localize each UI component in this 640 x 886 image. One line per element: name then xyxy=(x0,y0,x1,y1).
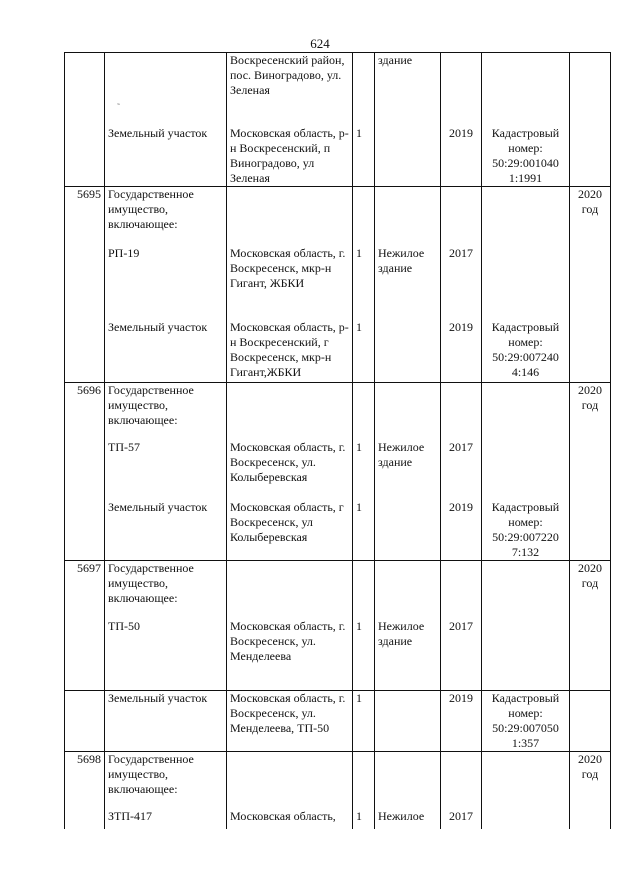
object-year: 2017 xyxy=(441,246,482,320)
object-name: Земельный участок xyxy=(105,126,227,187)
object-address: Московская область, р-н Воскресенский, г Воскресенск, мкр-н Гигант,ЖБКИ xyxy=(227,320,353,382)
object-type: здание xyxy=(375,53,441,126)
row-number: 5697 xyxy=(65,561,105,619)
object-name: Государственное имущество, включающее: xyxy=(105,186,227,246)
property-registry-table xyxy=(64,52,611,829)
object-note: Кадастровый номер: 50:29:007240 4:146 xyxy=(482,320,570,382)
object-type: Нежилое xyxy=(375,809,441,829)
object-note xyxy=(482,440,570,500)
object-quantity: 1 xyxy=(353,320,375,382)
object-year: 2017 xyxy=(441,440,482,500)
table-row xyxy=(65,440,611,500)
object-year: 2017 xyxy=(441,619,482,691)
object-quantity: 1 xyxy=(353,126,375,187)
row-number: 5695 xyxy=(65,186,105,246)
table-row xyxy=(65,809,611,829)
object-quantity xyxy=(353,53,375,126)
object-year: 2019 xyxy=(441,126,482,187)
table-row xyxy=(65,561,611,619)
object-address: Московская область, г. Воскресенск, ул. Колыберевская xyxy=(227,440,353,500)
page-number: 624 xyxy=(310,36,330,51)
object-quantity: 1 xyxy=(353,691,375,752)
row-number xyxy=(65,53,105,126)
transfer-date xyxy=(570,53,611,126)
table-row xyxy=(65,752,611,809)
object-note: Кадастровый номер: 50:29:007050 1:357 xyxy=(482,691,570,752)
object-address: Воскресенский район, пос. Виноградово, ул. Зеленая xyxy=(227,53,353,126)
object-note: Кадастровый номер: 50:29:007220 7:132 xyxy=(482,500,570,561)
transfer-date: 2020 год xyxy=(570,186,611,246)
object-note xyxy=(482,53,570,126)
transfer-date: 2020 год xyxy=(570,752,611,809)
object-address: Московская область, xyxy=(227,809,353,829)
table-row xyxy=(65,691,611,752)
object-note: Кадастровый номер: 50:29:001040 1:1991 xyxy=(482,126,570,187)
object-name: Земельный участок xyxy=(105,691,227,752)
row-number xyxy=(65,126,105,187)
object-address: Московская область, г Воскресенск, ул Колыберевская xyxy=(227,500,353,561)
object-quantity: 1 xyxy=(353,246,375,320)
object-quantity: 1 xyxy=(353,809,375,829)
table-row xyxy=(65,382,611,440)
object-type: Нежилое здание xyxy=(375,246,441,320)
object-quantity: 1 xyxy=(353,619,375,691)
object-address: Московская область, г. Воскресенск, ул. Менделеева xyxy=(227,619,353,691)
object-address: Московская область, г. Воскресенск, ул. Менделеева, ТП-50 xyxy=(227,691,353,752)
object-note xyxy=(482,809,570,829)
table-row xyxy=(65,619,611,691)
object-name: Государственное имущество, включающее: xyxy=(105,752,227,809)
object-type xyxy=(375,500,441,561)
table-row xyxy=(65,500,611,561)
table-row xyxy=(65,246,611,320)
object-name: Государственное имущество, включающее: xyxy=(105,382,227,440)
object-address: Московская область, г. Воскресенск, мкр-н Гигант, ЖБКИ xyxy=(227,246,353,320)
object-year: 2019 xyxy=(441,320,482,382)
row-number: 5696 xyxy=(65,382,105,440)
object-quantity: 1 xyxy=(353,500,375,561)
object-name: Государственное имущество, включающее: xyxy=(105,561,227,619)
table-row xyxy=(65,320,611,382)
object-name: РП-19 xyxy=(105,246,227,320)
row-number: 5698 xyxy=(65,752,105,809)
object-type: Нежилое здание xyxy=(375,440,441,500)
stray-mark: ˜ xyxy=(117,102,120,112)
object-name: ЗТП-417 xyxy=(105,809,227,829)
object-year xyxy=(441,53,482,126)
table-row xyxy=(65,186,611,246)
object-name xyxy=(105,53,227,126)
object-name: ТП-50 xyxy=(105,619,227,691)
object-type xyxy=(375,320,441,382)
object-note xyxy=(482,246,570,320)
object-type xyxy=(375,126,441,187)
object-name: ТП-57 xyxy=(105,440,227,500)
table-row xyxy=(65,126,611,187)
object-year: 2019 xyxy=(441,691,482,752)
transfer-date xyxy=(570,126,611,187)
object-year: 2019 xyxy=(441,500,482,561)
object-name: Земельный участок xyxy=(105,500,227,561)
object-note xyxy=(482,619,570,691)
object-year: 2017 xyxy=(441,809,482,829)
transfer-date: 2020 год xyxy=(570,561,611,619)
object-quantity: 1 xyxy=(353,440,375,500)
table-row xyxy=(65,53,611,126)
object-type xyxy=(375,691,441,752)
object-type: Нежилое здание xyxy=(375,619,441,691)
object-name: Земельный участок xyxy=(105,320,227,382)
transfer-date: 2020 год xyxy=(570,382,611,440)
object-address: Московская область, р-н Воскресенский, п Виноградово, ул Зеленая xyxy=(227,126,353,187)
